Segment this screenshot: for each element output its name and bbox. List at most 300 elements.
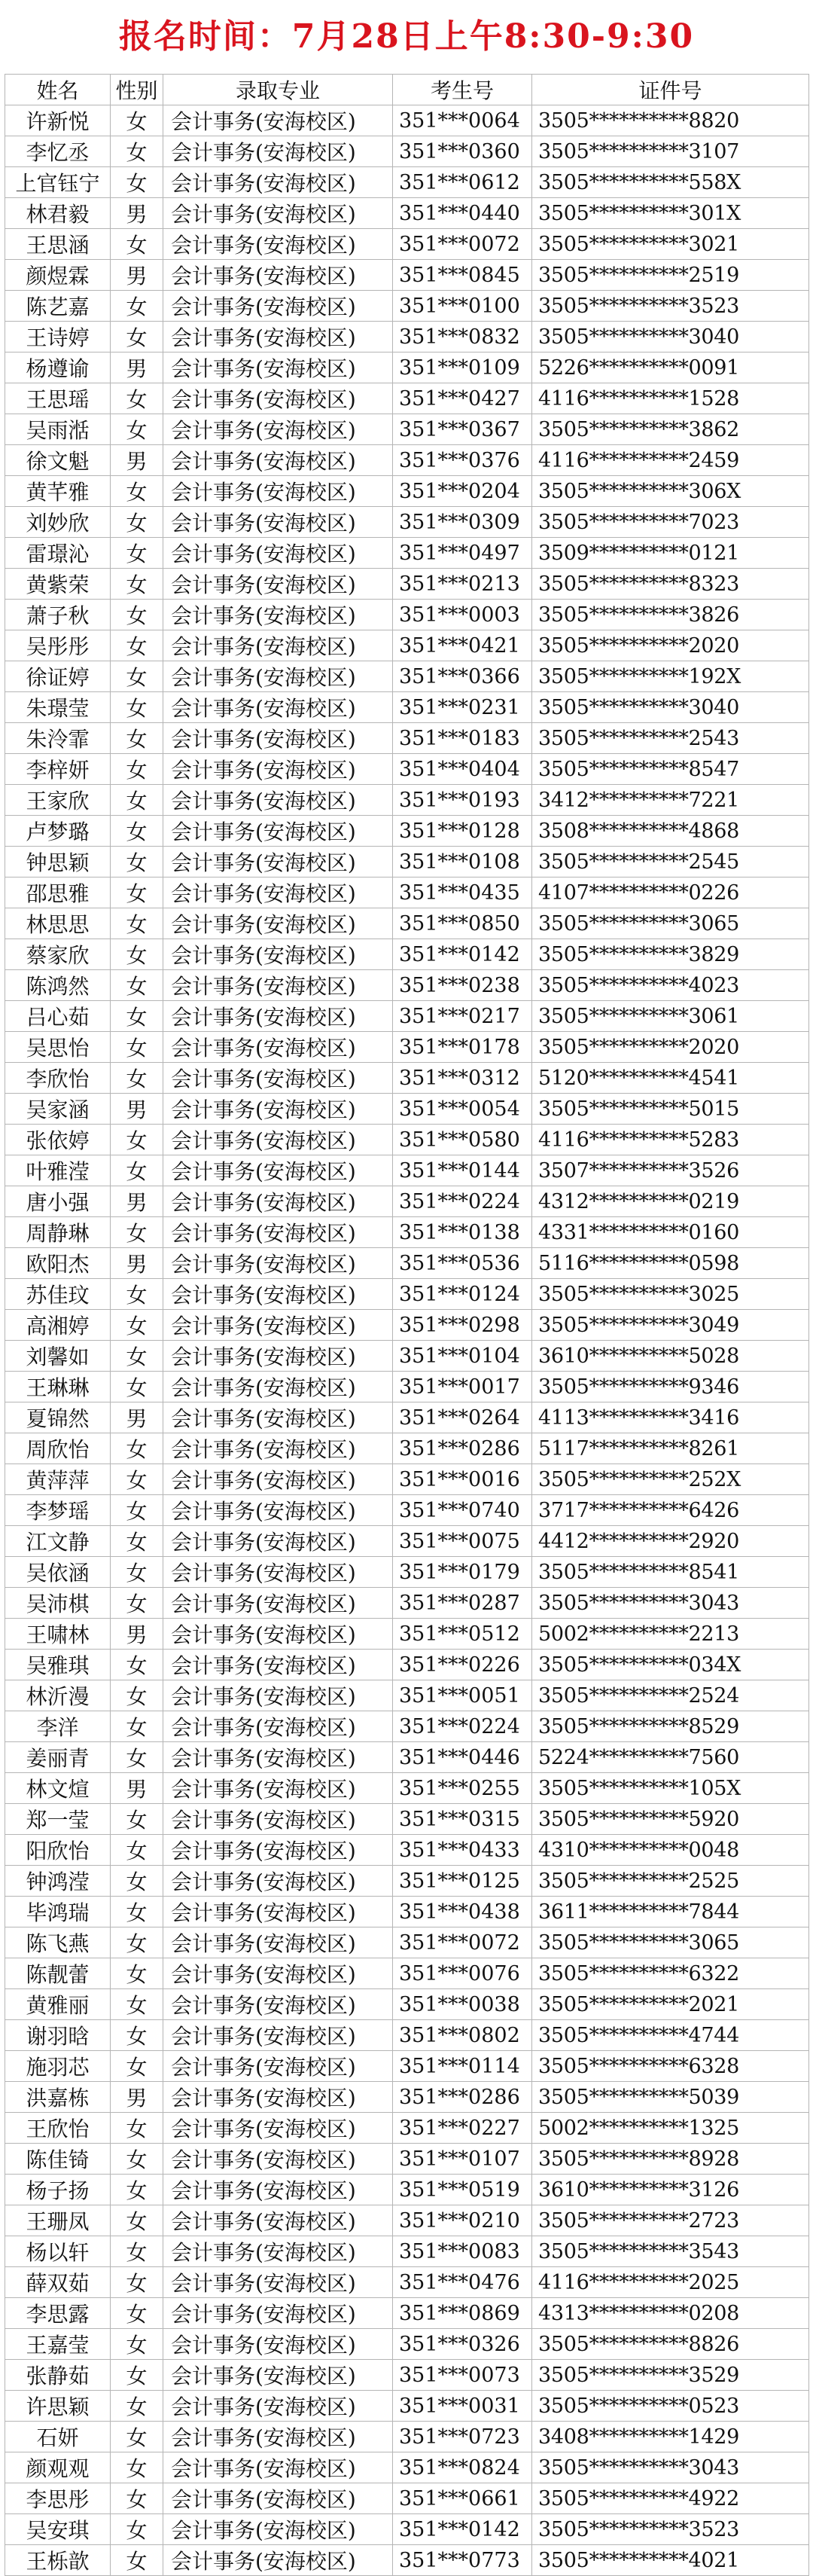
cell-exam-number: 351***0427: [393, 383, 532, 414]
cell-exam-number: 351***0612: [393, 167, 532, 198]
cell-gender: 女: [111, 167, 163, 198]
cell-major: 会计事务(安海校区): [163, 1495, 393, 1526]
cell-major: 会计事务(安海校区): [163, 2144, 393, 2175]
cell-id-number: 4310**********0048: [532, 1835, 809, 1866]
cell-gender: 男: [111, 1619, 163, 1650]
cell-id-number: 5002**********1325: [532, 2113, 809, 2144]
cell-major: 会计事务(安海校区): [163, 1248, 393, 1279]
table-row: [5, 1588, 809, 1619]
cell-name: 李思彤: [5, 2483, 111, 2514]
cell-id-number: 3717**********6426: [532, 1495, 809, 1526]
cell-name: 李忆丞: [5, 136, 111, 167]
cell-name: 林君毅: [5, 198, 111, 229]
cell-exam-number: 351***0100: [393, 291, 532, 322]
cell-name: 邵思雅: [5, 877, 111, 908]
cell-name: 许思颖: [5, 2391, 111, 2422]
cell-id-number: 3505**********3049: [532, 1310, 809, 1341]
cell-gender: 女: [111, 1372, 163, 1402]
cell-major: 会计事务(安海校区): [163, 1557, 393, 1588]
cell-gender: 女: [111, 2236, 163, 2267]
cell-exam-number: 351***0832: [393, 322, 532, 353]
cell-id-number: 4116**********5283: [532, 1125, 809, 1155]
cell-name: 吕心茹: [5, 1001, 111, 1032]
cell-gender: 女: [111, 1433, 163, 1464]
cell-gender: 女: [111, 1866, 163, 1897]
cell-exam-number: 351***0031: [393, 2391, 532, 2422]
cell-name: 陈靓蕾: [5, 1958, 111, 1989]
cell-name: 李欣怡: [5, 1063, 111, 1094]
cell-major: 会计事务(安海校区): [163, 260, 393, 291]
cell-major: 会计事务(安海校区): [163, 600, 393, 630]
table-row: [5, 1402, 809, 1433]
table-row: [5, 816, 809, 847]
cell-gender: 男: [111, 1773, 163, 1804]
cell-major: 会计事务(安海校区): [163, 538, 393, 569]
cell-exam-number: 351***0003: [393, 600, 532, 630]
table-row: [5, 1557, 809, 1588]
cell-major: 会计事务(安海校区): [163, 1526, 393, 1557]
cell-exam-number: 351***0072: [393, 229, 532, 260]
cell-exam-number: 351***0315: [393, 1804, 532, 1835]
table-row: [5, 229, 809, 260]
cell-exam-number: 351***0109: [393, 353, 532, 383]
cell-major: 会计事务(安海校区): [163, 2020, 393, 2051]
cell-exam-number: 351***0264: [393, 1402, 532, 1433]
cell-name: 黄雅丽: [5, 1989, 111, 2020]
cell-exam-number: 351***0204: [393, 476, 532, 507]
cell-exam-number: 351***0064: [393, 105, 532, 136]
cell-id-number: 3505**********192X: [532, 661, 809, 692]
cell-major: 会计事务(安海校区): [163, 1372, 393, 1402]
table-row: [5, 1804, 809, 1835]
cell-major: 会计事务(安海校区): [163, 291, 393, 322]
column-header-major: 录取专业: [163, 75, 393, 105]
cell-gender: 女: [111, 2483, 163, 2514]
cell-name: 颜煜霖: [5, 260, 111, 291]
cell-exam-number: 351***0213: [393, 569, 532, 600]
cell-id-number: 4312**********0219: [532, 1186, 809, 1217]
cell-name: 吴沛棋: [5, 1588, 111, 1619]
cell-name: 刘妙欣: [5, 507, 111, 538]
cell-major: 会计事务(安海校区): [163, 1958, 393, 1989]
cell-id-number: 3505**********4023: [532, 970, 809, 1001]
table-row: [5, 2329, 809, 2360]
cell-name: 徐文魁: [5, 445, 111, 476]
cell-gender: 女: [111, 414, 163, 445]
cell-exam-number: 351***0255: [393, 1773, 532, 1804]
cell-name: 刘馨如: [5, 1341, 111, 1372]
table-row: [5, 692, 809, 723]
cell-id-number: 3505**********4922: [532, 2483, 809, 2514]
cell-id-number: 3507**********3526: [532, 1155, 809, 1186]
cell-id-number: 3505**********3040: [532, 322, 809, 353]
cell-gender: 女: [111, 2452, 163, 2483]
cell-exam-number: 351***0580: [393, 1125, 532, 1155]
cell-id-number: 3505**********4021: [532, 2545, 809, 2576]
cell-name: 欧阳杰: [5, 1248, 111, 1279]
cell-exam-number: 351***0051: [393, 1680, 532, 1711]
cell-gender: 女: [111, 2514, 163, 2545]
cell-id-number: 3505**********034X: [532, 1650, 809, 1680]
cell-name: 王思涵: [5, 229, 111, 260]
cell-gender: 女: [111, 1989, 163, 2020]
cell-id-number: 3505**********3523: [532, 291, 809, 322]
cell-gender: 女: [111, 1650, 163, 1680]
cell-gender: 女: [111, 970, 163, 1001]
cell-gender: 女: [111, 2298, 163, 2329]
cell-major: 会计事务(安海校区): [163, 1279, 393, 1310]
cell-major: 会计事务(安海校区): [163, 723, 393, 754]
cell-id-number: 3505**********3543: [532, 2236, 809, 2267]
cell-id-number: 3509**********0121: [532, 538, 809, 569]
cell-major: 会计事务(安海校区): [163, 1804, 393, 1835]
cell-major: 会计事务(安海校区): [163, 353, 393, 383]
cell-exam-number: 351***0476: [393, 2267, 532, 2298]
cell-exam-number: 351***0142: [393, 2514, 532, 2545]
table-row: [5, 1155, 809, 1186]
cell-gender: 女: [111, 2391, 163, 2422]
cell-id-number: 3505**********5039: [532, 2082, 809, 2113]
cell-major: 会计事务(安海校区): [163, 1927, 393, 1958]
cell-exam-number: 351***0435: [393, 877, 532, 908]
cell-major: 会计事务(安海校区): [163, 970, 393, 1001]
column-header-exam-number: 考生号: [393, 75, 532, 105]
cell-gender: 女: [111, 2051, 163, 2082]
cell-gender: 女: [111, 816, 163, 847]
cell-exam-number: 351***0224: [393, 1186, 532, 1217]
cell-gender: 女: [111, 2113, 163, 2144]
cell-id-number: 3610**********3126: [532, 2175, 809, 2205]
cell-major: 会计事务(安海校区): [163, 1341, 393, 1372]
cell-major: 会计事务(安海校区): [163, 2452, 393, 2483]
cell-name: 毕鸿瑞: [5, 1897, 111, 1927]
cell-name: 朱泠霏: [5, 723, 111, 754]
table-row: [5, 1125, 809, 1155]
cell-id-number: 3505**********3021: [532, 229, 809, 260]
cell-exam-number: 351***0124: [393, 1279, 532, 1310]
cell-exam-number: 351***0183: [393, 723, 532, 754]
cell-major: 会计事务(安海校区): [163, 1680, 393, 1711]
cell-gender: 女: [111, 877, 163, 908]
cell-exam-number: 351***0850: [393, 908, 532, 939]
cell-major: 会计事务(安海校区): [163, 1866, 393, 1897]
cell-id-number: 3505**********6322: [532, 1958, 809, 1989]
table-row: [5, 538, 809, 569]
cell-name: 王欣怡: [5, 2113, 111, 2144]
cell-exam-number: 351***0360: [393, 136, 532, 167]
cell-gender: 女: [111, 1217, 163, 1248]
cell-name: 高湘婷: [5, 1310, 111, 1341]
table-row: [5, 569, 809, 600]
table-row: [5, 353, 809, 383]
cell-major: 会计事务(安海校区): [163, 136, 393, 167]
cell-gender: 女: [111, 785, 163, 816]
cell-name: 吴思怡: [5, 1032, 111, 1063]
cell-name: 黄芊雅: [5, 476, 111, 507]
cell-id-number: 4107**********0226: [532, 877, 809, 908]
cell-exam-number: 351***0802: [393, 2020, 532, 2051]
cell-name: 李梓妍: [5, 754, 111, 785]
cell-id-number: 3505**********0523: [532, 2391, 809, 2422]
column-header-id-number: 证件号: [532, 75, 809, 105]
cell-major: 会计事务(安海校区): [163, 692, 393, 723]
cell-major: 会计事务(安海校区): [163, 2422, 393, 2452]
cell-exam-number: 351***0497: [393, 538, 532, 569]
table-row: [5, 1773, 809, 1804]
cell-major: 会计事务(安海校区): [163, 2051, 393, 2082]
cell-exam-number: 351***0226: [393, 1650, 532, 1680]
cell-name: 王家欣: [5, 785, 111, 816]
table-row: [5, 1001, 809, 1032]
table-row: [5, 1372, 809, 1402]
cell-id-number: 3505**********4744: [532, 2020, 809, 2051]
cell-name: 上官钰宁: [5, 167, 111, 198]
cell-id-number: 3505**********252X: [532, 1464, 809, 1495]
cell-major: 会计事务(安海校区): [163, 1310, 393, 1341]
cell-id-number: 3505**********3862: [532, 414, 809, 445]
cell-exam-number: 351***0519: [393, 2175, 532, 2205]
cell-gender: 女: [111, 1958, 163, 1989]
cell-gender: 女: [111, 136, 163, 167]
cell-gender: 女: [111, 476, 163, 507]
cell-id-number: 3505**********3523: [532, 2514, 809, 2545]
cell-name: 阳欣怡: [5, 1835, 111, 1866]
cell-gender: 女: [111, 569, 163, 600]
table-row: [5, 785, 809, 816]
cell-gender: 女: [111, 1125, 163, 1155]
cell-name: 苏佳玟: [5, 1279, 111, 1310]
cell-gender: 女: [111, 2422, 163, 2452]
cell-major: 会计事务(安海校区): [163, 1897, 393, 1927]
cell-name: 许新悦: [5, 105, 111, 136]
cell-gender: 女: [111, 507, 163, 538]
cell-id-number: 3505**********8323: [532, 569, 809, 600]
cell-id-number: 3505**********2519: [532, 260, 809, 291]
cell-gender: 女: [111, 1711, 163, 1742]
cell-gender: 女: [111, 908, 163, 939]
cell-major: 会计事务(安海校区): [163, 2329, 393, 2360]
cell-major: 会计事务(安海校区): [163, 1063, 393, 1094]
table-row: [5, 1650, 809, 1680]
table-row: [5, 198, 809, 229]
cell-id-number: 3505**********8928: [532, 2144, 809, 2175]
cell-major: 会计事务(安海校区): [163, 1155, 393, 1186]
table-row: [5, 2267, 809, 2298]
cell-major: 会计事务(安海校区): [163, 1650, 393, 1680]
table-row: [5, 2113, 809, 2144]
cell-gender: 女: [111, 1526, 163, 1557]
cell-gender: 女: [111, 754, 163, 785]
table-row: [5, 754, 809, 785]
cell-name: 周静琳: [5, 1217, 111, 1248]
cell-major: 会计事务(安海校区): [163, 569, 393, 600]
cell-name: 施羽芯: [5, 2051, 111, 2082]
table-row: [5, 136, 809, 167]
cell-major: 会计事务(安海校区): [163, 754, 393, 785]
cell-exam-number: 351***0824: [393, 2452, 532, 2483]
cell-exam-number: 351***0054: [393, 1094, 532, 1125]
cell-name: 叶雅滢: [5, 1155, 111, 1186]
cell-gender: 男: [111, 198, 163, 229]
cell-exam-number: 351***0104: [393, 1341, 532, 1372]
cell-gender: 女: [111, 600, 163, 630]
cell-name: 李思露: [5, 2298, 111, 2329]
cell-exam-number: 351***0512: [393, 1619, 532, 1650]
table-row: [5, 2082, 809, 2113]
cell-exam-number: 351***0224: [393, 1711, 532, 1742]
cell-id-number: 3505**********2020: [532, 630, 809, 661]
table-row: [5, 2236, 809, 2267]
cell-id-number: 3505**********7023: [532, 507, 809, 538]
cell-major: 会计事务(安海校区): [163, 2391, 393, 2422]
cell-gender: 男: [111, 1186, 163, 1217]
cell-major: 会计事务(安海校区): [163, 877, 393, 908]
cell-exam-number: 351***0438: [393, 1897, 532, 1927]
cell-exam-number: 351***0083: [393, 2236, 532, 2267]
admission-table: [5, 74, 809, 2576]
cell-name: 张静茹: [5, 2360, 111, 2391]
cell-exam-number: 351***0433: [393, 1835, 532, 1866]
cell-id-number: 3505**********2543: [532, 723, 809, 754]
cell-major: 会计事务(安海校区): [163, 2267, 393, 2298]
cell-exam-number: 351***0376: [393, 445, 532, 476]
cell-name: 洪嘉栋: [5, 2082, 111, 2113]
cell-exam-number: 351***0107: [393, 2144, 532, 2175]
cell-id-number: 4412**********2920: [532, 1526, 809, 1557]
cell-name: 薛双茹: [5, 2267, 111, 2298]
table-row: [5, 877, 809, 908]
cell-id-number: 3412**********7221: [532, 785, 809, 816]
cell-name: 吴安琪: [5, 2514, 111, 2545]
cell-exam-number: 351***0142: [393, 939, 532, 970]
cell-major: 会计事务(安海校区): [163, 2514, 393, 2545]
cell-name: 石妍: [5, 2422, 111, 2452]
cell-gender: 女: [111, 2267, 163, 2298]
table-row: [5, 1619, 809, 1650]
table-row: [5, 322, 809, 353]
cell-name: 颜观观: [5, 2452, 111, 2483]
cell-exam-number: 351***0114: [393, 2051, 532, 2082]
cell-major: 会计事务(安海校区): [163, 630, 393, 661]
cell-exam-number: 351***0231: [393, 692, 532, 723]
cell-name: 萧子秋: [5, 600, 111, 630]
cell-exam-number: 351***0017: [393, 1372, 532, 1402]
cell-name: 吴雨湉: [5, 414, 111, 445]
table-row: [5, 476, 809, 507]
table-row: [5, 661, 809, 692]
cell-major: 会计事务(安海校区): [163, 322, 393, 353]
cell-name: 雷璟沁: [5, 538, 111, 569]
cell-id-number: 5117**********8261: [532, 1433, 809, 1464]
cell-id-number: 3505**********8547: [532, 754, 809, 785]
cell-exam-number: 351***0869: [393, 2298, 532, 2329]
cell-gender: 女: [111, 538, 163, 569]
cell-name: 王嘉莹: [5, 2329, 111, 2360]
table-row: [5, 2020, 809, 2051]
cell-major: 会计事务(安海校区): [163, 1742, 393, 1773]
cell-gender: 女: [111, 1680, 163, 1711]
table-row: [5, 507, 809, 538]
cell-major: 会计事务(安海校区): [163, 2545, 393, 2576]
cell-exam-number: 351***0298: [393, 1310, 532, 1341]
cell-gender: 女: [111, 1279, 163, 1310]
cell-name: 杨子扬: [5, 2175, 111, 2205]
cell-major: 会计事务(安海校区): [163, 1217, 393, 1248]
table-row: [5, 1464, 809, 1495]
cell-gender: 女: [111, 692, 163, 723]
cell-id-number: 3505**********8826: [532, 2329, 809, 2360]
cell-name: 杨以轩: [5, 2236, 111, 2267]
column-header-name: 姓名: [5, 75, 111, 105]
table-row: [5, 1433, 809, 1464]
table-row: [5, 1711, 809, 1742]
cell-id-number: 3505**********8541: [532, 1557, 809, 1588]
cell-gender: 女: [111, 1464, 163, 1495]
cell-id-number: 3611**********7844: [532, 1897, 809, 1927]
table-row: [5, 2483, 809, 2514]
column-header-gender: 性别: [111, 75, 163, 105]
cell-gender: 女: [111, 2360, 163, 2391]
cell-gender: 女: [111, 1155, 163, 1186]
table-row: [5, 2422, 809, 2452]
cell-id-number: 3505**********3040: [532, 692, 809, 723]
cell-exam-number: 351***0366: [393, 661, 532, 692]
cell-exam-number: 351***0421: [393, 630, 532, 661]
cell-major: 会计事务(安海校区): [163, 847, 393, 877]
cell-gender: 女: [111, 723, 163, 754]
cell-major: 会计事务(安海校区): [163, 1464, 393, 1495]
table-row: [5, 2175, 809, 2205]
cell-gender: 女: [111, 939, 163, 970]
cell-major: 会计事务(安海校区): [163, 1433, 393, 1464]
cell-name: 郑一莹: [5, 1804, 111, 1835]
cell-id-number: 3508**********4868: [532, 816, 809, 847]
cell-major: 会计事务(安海校区): [163, 2360, 393, 2391]
cell-exam-number: 351***0016: [393, 1464, 532, 1495]
cell-id-number: 4331**********0160: [532, 1217, 809, 1248]
table-row: [5, 1989, 809, 2020]
table-row: [5, 105, 809, 136]
cell-name: 钟思颖: [5, 847, 111, 877]
table-row: [5, 1680, 809, 1711]
cell-exam-number: 351***0723: [393, 2422, 532, 2452]
cell-id-number: 4313**********0208: [532, 2298, 809, 2329]
cell-id-number: 3505**********3829: [532, 939, 809, 970]
cell-id-number: 3505**********105X: [532, 1773, 809, 1804]
cell-exam-number: 351***0286: [393, 1433, 532, 1464]
cell-major: 会计事务(安海校区): [163, 1402, 393, 1433]
cell-name: 谢羽晗: [5, 2020, 111, 2051]
cell-name: 陈佳锜: [5, 2144, 111, 2175]
cell-id-number: 3505**********5920: [532, 1804, 809, 1835]
cell-exam-number: 351***0217: [393, 1001, 532, 1032]
cell-exam-number: 351***0440: [393, 198, 532, 229]
cell-id-number: 3505**********5015: [532, 1094, 809, 1125]
cell-gender: 女: [111, 322, 163, 353]
cell-exam-number: 351***0073: [393, 2360, 532, 2391]
cell-gender: 女: [111, 1557, 163, 1588]
cell-gender: 女: [111, 2175, 163, 2205]
cell-name: 林文煊: [5, 1773, 111, 1804]
cell-gender: 女: [111, 1032, 163, 1063]
cell-major: 会计事务(安海校区): [163, 105, 393, 136]
table-row: [5, 1927, 809, 1958]
cell-name: 陈艺嘉: [5, 291, 111, 322]
cell-name: 王思瑶: [5, 383, 111, 414]
cell-major: 会计事务(安海校区): [163, 229, 393, 260]
cell-exam-number: 351***0326: [393, 2329, 532, 2360]
table-row: [5, 1341, 809, 1372]
